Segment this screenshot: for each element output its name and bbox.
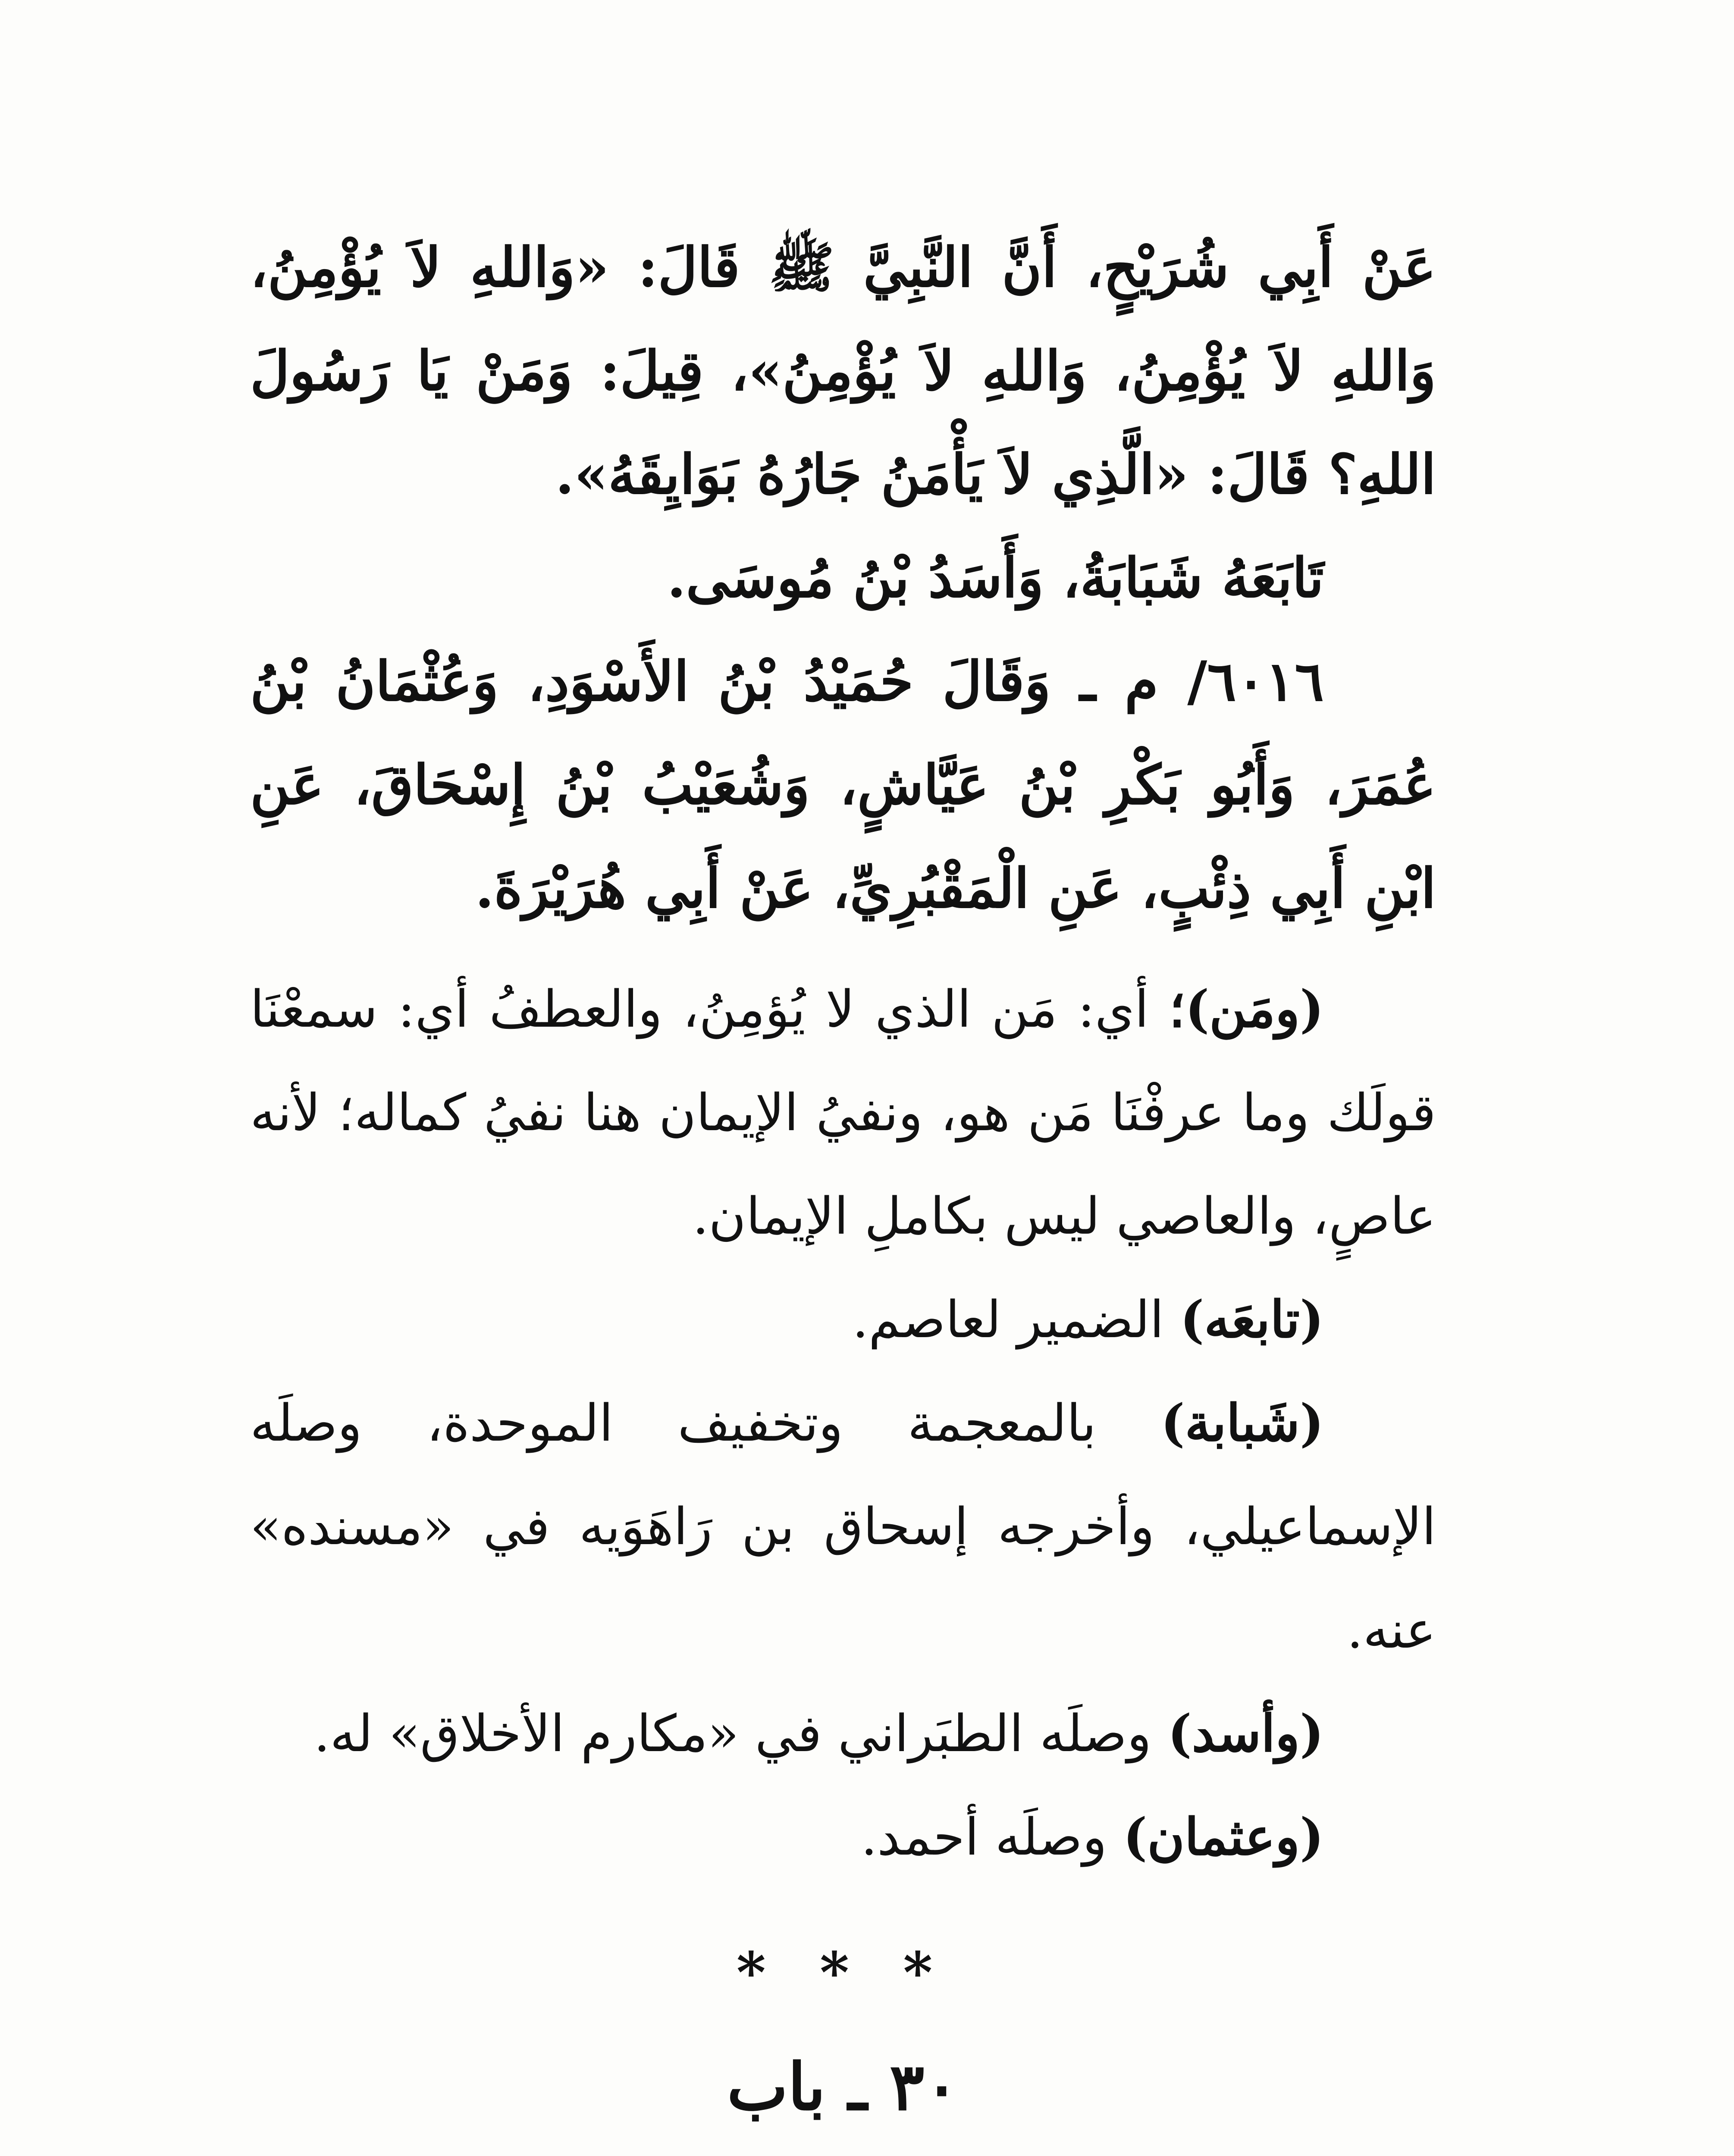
commentary-lead: (تابعَه) xyxy=(1180,1289,1324,1349)
commentary-paragraph-2 xyxy=(250,1268,1436,1371)
chapter-number: ٣٠ ـ باب xyxy=(727,2049,960,2125)
commentary-text: الضمير لعاصم. xyxy=(852,1290,1180,1349)
page-body xyxy=(250,216,1436,2156)
spacer xyxy=(250,940,1436,957)
chapter-title xyxy=(250,2152,1436,2156)
commentary-lead: (ومَن)؛ xyxy=(1169,979,1324,1039)
commentary-text: وصلَه الطبَراني في «مكارم الأخلاق» له. xyxy=(314,1704,1168,1763)
hadith-6015-follow: تَابَعَهُ شَبَابَةُ، وَأَسَدُ بْنُ مُوسَى. xyxy=(667,546,1324,610)
hadith-6015-text: عَنْ أَبِي شُرَيْحٍ، أَنَّ النَّبِيَّ ﷺ قَالَ: «وَاللهِ لاَ يُؤْمِنُ، وَاللهِ لاَ يُؤْمِنُ، وَاللهِ لاَ يُؤْمِنُ»، قِيلَ: وَمَنْ يَا رَسُولَ اللهِ؟ قَالَ: «الَّذِي لاَ يَأْمَنُ جَارُهُ بَوَايِقَهُ». xyxy=(250,235,1436,506)
commentary-text: أي: مَن الذي لا يُؤمِنُ، والعطفُ أي: سمعْنَا قولَك وما عرفْنَا مَن هو، ونفيُ الإيمان هنا نفيُ كماله؛ لأنه عاصٍ، والعاصي ليس بكاملِ الإيمان. xyxy=(250,979,1436,1246)
commentary-paragraph-1 xyxy=(250,957,1436,1268)
commentary-lead: (شَبابة) xyxy=(1160,1393,1324,1453)
commentary-text: بالمعجمة وتخفيف الموحدة، وصلَه الإسماعيلي، وأخرجه إسحاق بن رَاهَوَيه في «مسنده» عنه. xyxy=(250,1393,1436,1660)
commentary-lead: (وأسد) xyxy=(1167,1703,1324,1763)
commentary-paragraph-4 xyxy=(250,1682,1436,1785)
commentary-paragraph-3 xyxy=(250,1371,1436,1682)
commentary-paragraph-5 xyxy=(250,1785,1436,1889)
hadith-6016-text: ٦٠١٦/ م ـ وَقَالَ حُمَيْدُ بْنُ الأَسْوَدِ، وَعُثْمَانُ بْنُ عُمَرَ، وَأَبُو بَكْرِ بْنُ عَيَّاشٍ، وَشُعَيْبُ بْنُ إِسْحَاقَ، عَنِ ابْنِ أَبِي ذِئْبٍ، عَنِ الْمَقْبُرِيِّ، عَنْ أَبِي هُرَيْرَةَ. xyxy=(250,649,1436,920)
commentary-lead: (وعثمان) xyxy=(1123,1807,1324,1867)
commentary-text: وصلَه أحمد. xyxy=(861,1807,1123,1867)
section-separator: * * * xyxy=(736,1940,950,2006)
